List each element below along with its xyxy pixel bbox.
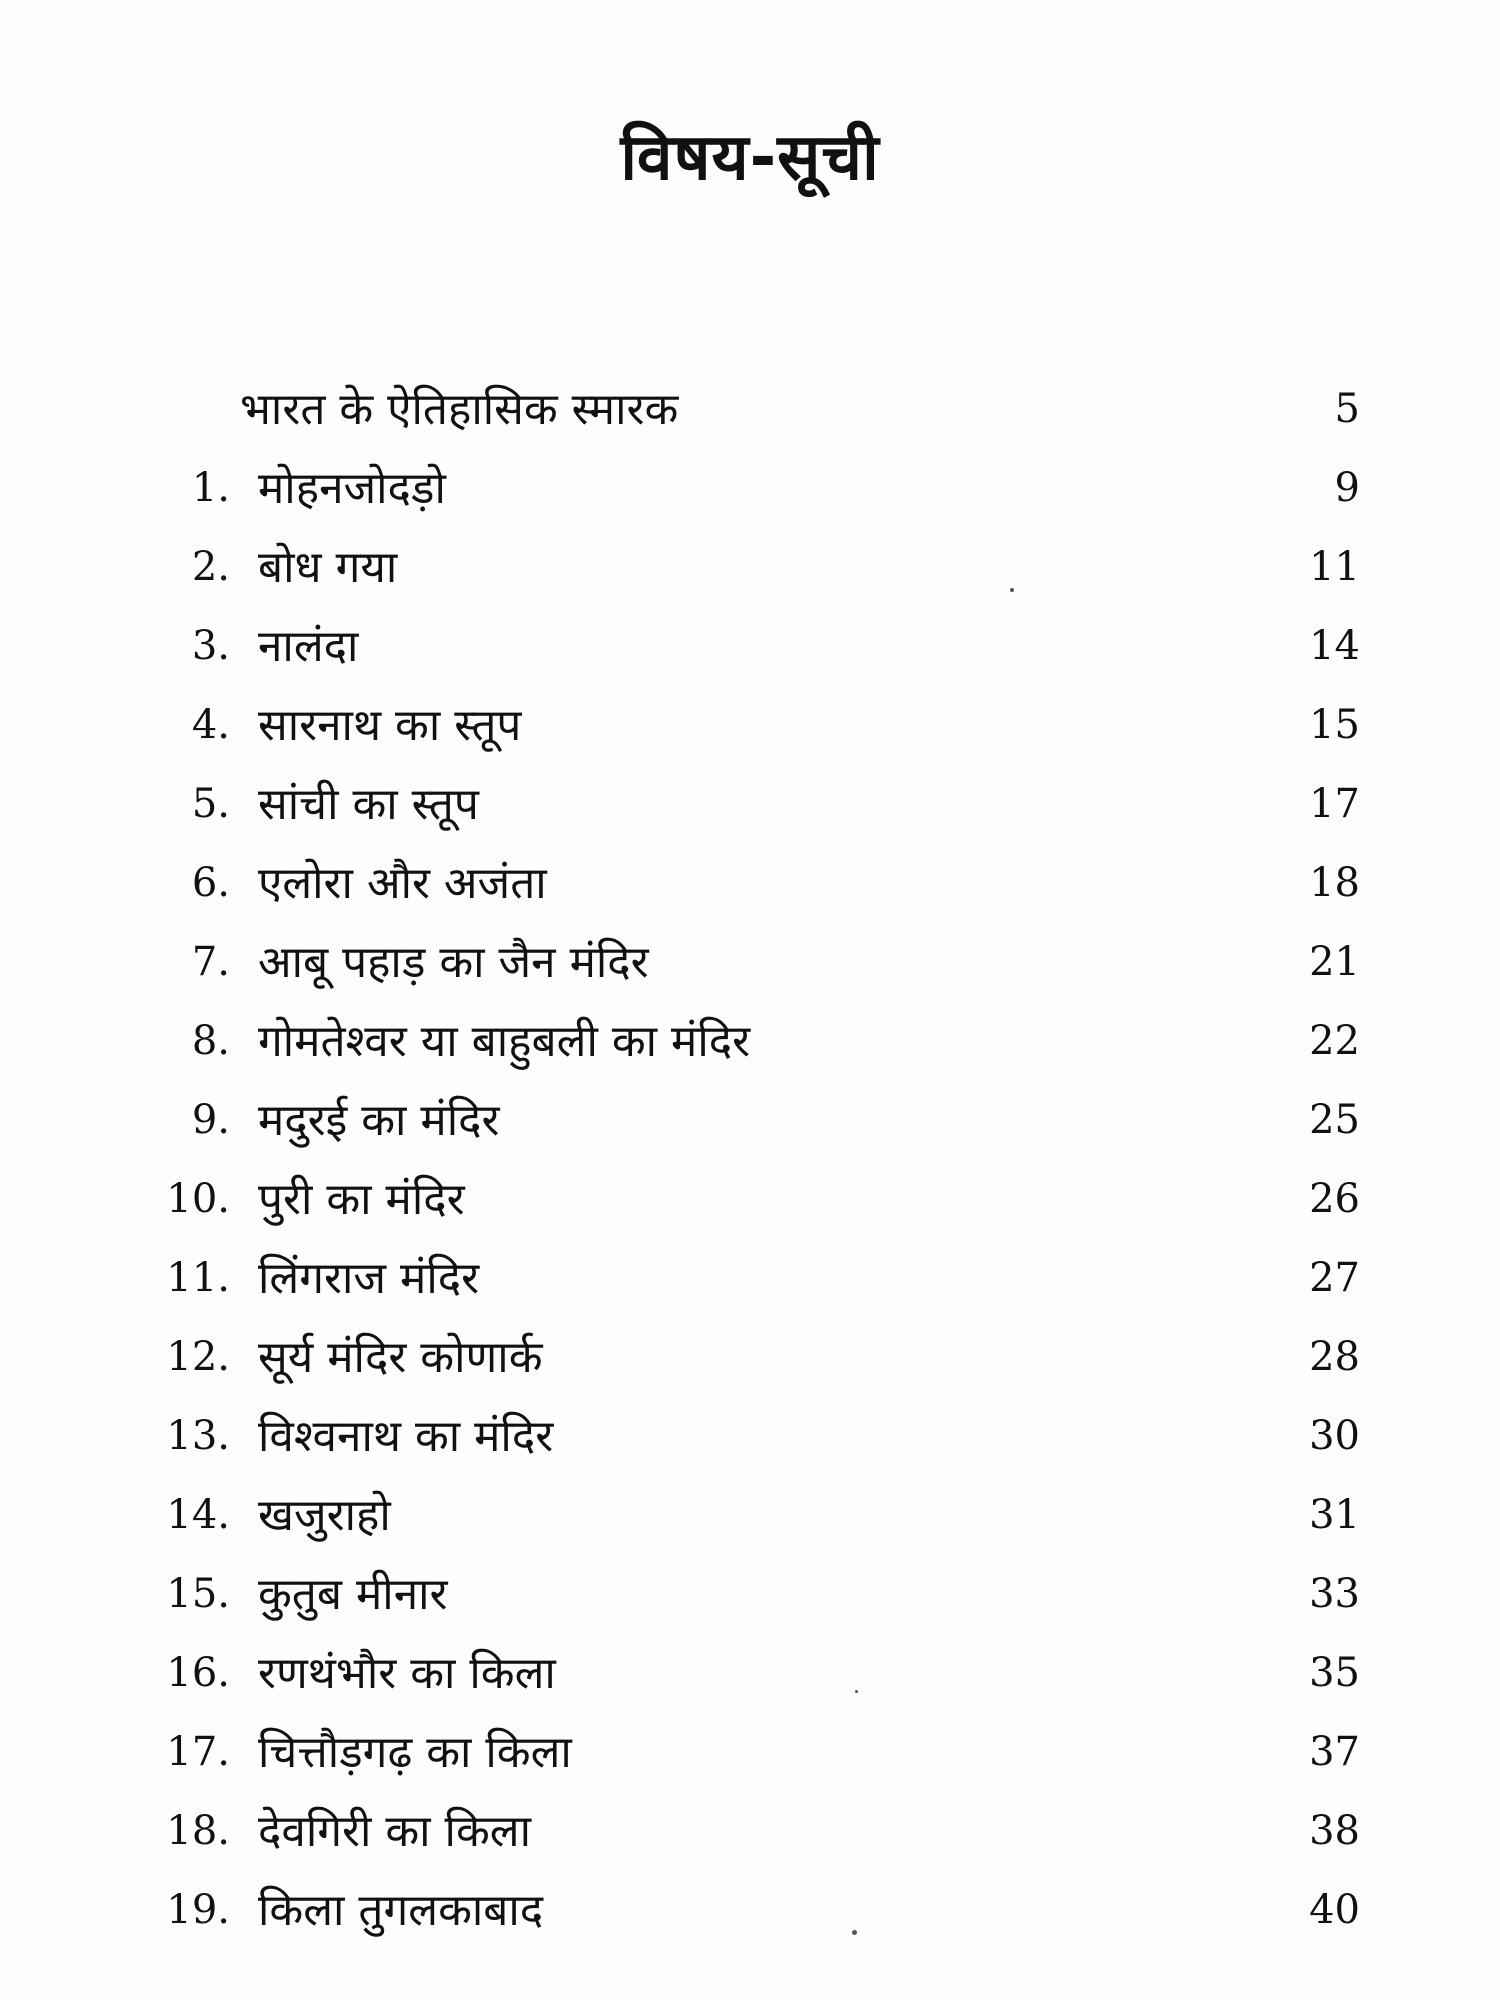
toc-entry-page: 35 [1309, 1650, 1360, 1696]
toc-entry [0, 449, 1500, 528]
toc-entry [0, 607, 1500, 686]
toc-entry-page: 38 [1309, 1808, 1360, 1854]
table-of-contents [0, 370, 1500, 1950]
scan-speck [1010, 588, 1014, 592]
toc-entry [0, 1081, 1500, 1160]
toc-entry-title: खजुराहो [258, 1490, 391, 1541]
toc-entry-title: देवगिरी का किला [258, 1806, 531, 1857]
toc-entry-number: 11. [166, 1255, 230, 1301]
toc-entry-title: मदुरई का मंदिर [258, 1095, 500, 1146]
toc-entry-number: 18. [166, 1808, 230, 1854]
toc-entry [0, 686, 1500, 765]
toc-entry-title: किला तुगलकाबाद [258, 1885, 544, 1936]
toc-entry-title: विश्वनाथ का मंदिर [258, 1411, 554, 1462]
scan-speck [852, 1930, 857, 1935]
toc-entry-page: 26 [1309, 1176, 1360, 1222]
toc-entry-title: नालंदा [258, 621, 359, 672]
toc-entry-page: 31 [1309, 1492, 1360, 1538]
toc-entry-number: 14. [166, 1492, 230, 1538]
scan-speck [855, 1690, 858, 1693]
toc-entry-title: लिंगराज मंदिर [258, 1253, 480, 1304]
toc-entry-number: 13. [166, 1413, 230, 1459]
toc-entry-number: 6. [191, 860, 230, 906]
toc-entry-page: 18 [1309, 860, 1360, 906]
toc-entry-page: 9 [1334, 465, 1360, 511]
toc-entry-number: 1. [191, 465, 230, 511]
toc-entry-title: आबू पहाड़ का जैन मंदिर [258, 937, 649, 988]
toc-entry-number: 5. [191, 781, 230, 827]
toc-entry-page: 25 [1309, 1097, 1360, 1143]
toc-entry [0, 1555, 1500, 1634]
toc-entry [0, 370, 1500, 449]
page-title: विषय-सूची [620, 121, 880, 195]
toc-entry-title: एलोरा और अजंता [258, 858, 547, 909]
toc-entry-title: रणथंभौर का किला [258, 1648, 556, 1699]
toc-entry-number: 2. [191, 544, 230, 590]
toc-entry-page: 5 [1334, 386, 1360, 432]
toc-entry-page: 33 [1309, 1571, 1360, 1617]
toc-entry-page: 11 [1309, 544, 1360, 590]
toc-entry [0, 1002, 1500, 1081]
toc-entry [0, 1397, 1500, 1476]
toc-entry [0, 1318, 1500, 1397]
toc-entry-title: भारत के ऐतिहासिक स्मारक [240, 384, 679, 435]
toc-entry-number: 16. [166, 1650, 230, 1696]
toc-entry-title: गोमतेश्वर या बाहुबली का मंदिर [258, 1016, 751, 1067]
toc-entry-page: 22 [1309, 1018, 1360, 1064]
toc-entry-title: कुतुब मीनार [258, 1569, 448, 1620]
toc-entry [0, 765, 1500, 844]
toc-entry-page: 21 [1309, 939, 1360, 985]
toc-entry-page: 30 [1309, 1413, 1360, 1459]
toc-entry-title: पुरी का मंदिर [258, 1174, 465, 1225]
toc-entry [0, 1713, 1500, 1792]
toc-entry-number: 15. [166, 1571, 230, 1617]
toc-entry [0, 844, 1500, 923]
toc-entry [0, 1476, 1500, 1555]
toc-entry-title: चित्तौड़गढ़ का किला [258, 1727, 572, 1778]
toc-entry [0, 1871, 1500, 1950]
toc-entry-page: 27 [1309, 1255, 1360, 1301]
toc-entry [0, 923, 1500, 1002]
toc-entry-number: 9. [191, 1097, 230, 1143]
toc-entry-number: 10. [166, 1176, 230, 1222]
toc-entry [0, 1634, 1500, 1713]
toc-entry [0, 1160, 1500, 1239]
toc-entry-title: सांची का स्तूप [258, 779, 479, 830]
toc-entry [0, 1239, 1500, 1318]
toc-entry-number: 3. [191, 623, 230, 669]
toc-entry-page: 14 [1309, 623, 1360, 669]
toc-entry-page: 37 [1309, 1729, 1360, 1775]
toc-entry-title: सारनाथ का स्तूप [258, 700, 522, 751]
toc-entry-number: 12. [166, 1334, 230, 1380]
toc-entry-number: 17. [166, 1729, 230, 1775]
toc-entry-page: 40 [1309, 1887, 1360, 1933]
toc-entry-number: 4. [191, 702, 230, 748]
toc-entry-number: 7. [191, 939, 230, 985]
toc-entry [0, 528, 1500, 607]
toc-entry-number: 19. [166, 1887, 230, 1933]
toc-entry-page: 15 [1309, 702, 1360, 748]
toc-entry-number: 8. [191, 1018, 230, 1064]
toc-entry-title: मोहनजोदड़ो [258, 463, 446, 514]
toc-entry-title: सूर्य मंदिर कोणार्क [258, 1332, 543, 1383]
toc-entry [0, 1792, 1500, 1871]
toc-entry-title: बोध गया [258, 542, 398, 593]
toc-entry-page: 28 [1309, 1334, 1360, 1380]
toc-entry-page: 17 [1309, 781, 1360, 827]
